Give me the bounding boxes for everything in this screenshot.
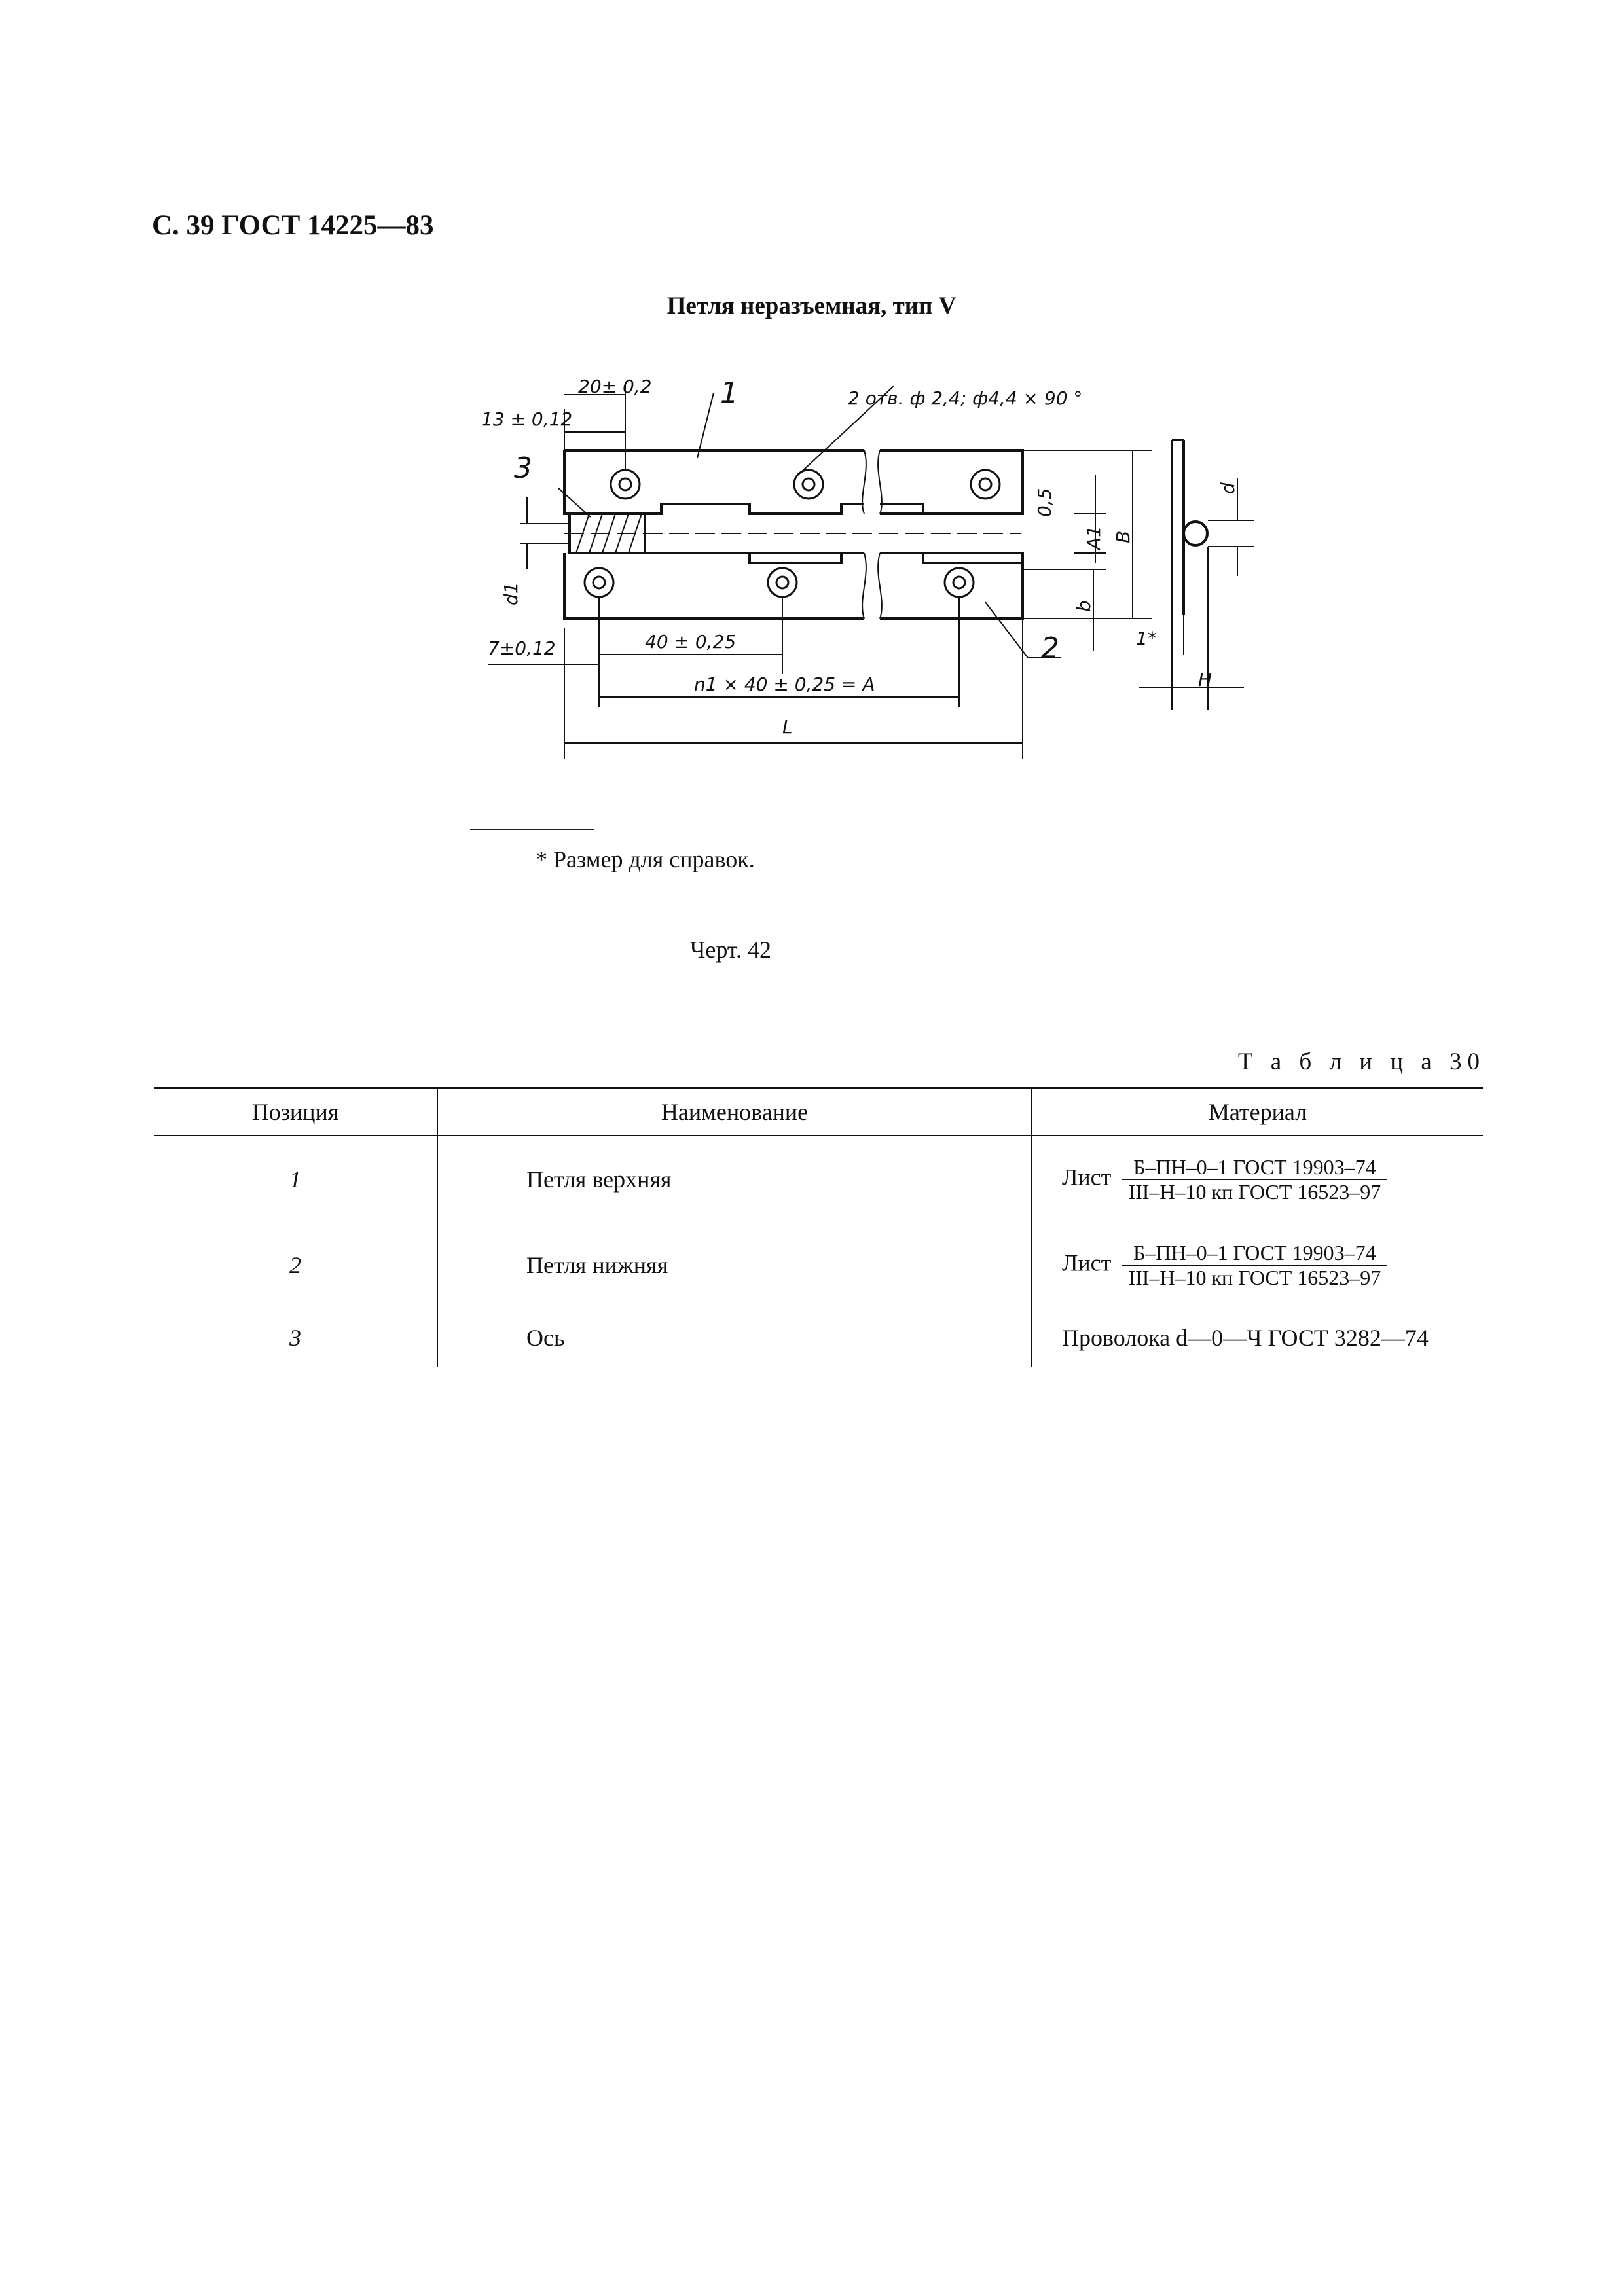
dimension-lines: [488, 383, 1152, 759]
axis-pin: [564, 514, 1021, 553]
table-header-row: [154, 1088, 1483, 1136]
hinge-drawing: [458, 353, 1283, 779]
label-dim-d1: d1: [500, 582, 522, 605]
drawing-title: Петля неразъемная, тип V: [666, 293, 957, 319]
hinge-outline: [564, 450, 1023, 619]
footnote: * Размер для справок.: [536, 846, 755, 872]
label-dim-n1: n1 × 40 ± 0,25 = A: [694, 673, 875, 695]
label-dim-05: 0,5: [1034, 488, 1055, 517]
side-view-dims: [1139, 478, 1254, 710]
dimension-labels: [481, 376, 1239, 738]
material-fraction: [1122, 1241, 1387, 1289]
label-pos-1: 1: [720, 376, 739, 410]
material-fraction: [1122, 1155, 1387, 1204]
table-label: Т а б л и ц а 30: [1237, 1049, 1486, 1075]
row-name: Петля верхняя: [437, 1136, 1032, 1223]
label-hole-note: 2 отв. ф 2,4; ф4,4 × 90 °: [848, 387, 1083, 409]
page-header: С. 39 ГОСТ 14225—83: [152, 210, 434, 241]
row-name: Ось: [437, 1308, 1032, 1367]
material-numerator: Б–ПН–0–1 ГОСТ 19903–74: [1122, 1155, 1387, 1180]
row-material: [1032, 1223, 1483, 1308]
table-row: [154, 1308, 1483, 1367]
material-denominator: III–Н–10 кп ГОСТ 16523–97: [1128, 1180, 1381, 1204]
material-denominator: III–Н–10 кп ГОСТ 16523–97: [1128, 1266, 1381, 1289]
material-prefix: Лист: [1062, 1164, 1112, 1191]
header-name: Наименование: [437, 1088, 1032, 1136]
label-dim-7: 7±0,12: [488, 637, 556, 659]
label-dim-d: d: [1217, 482, 1239, 494]
spec-table: [154, 1087, 1483, 1367]
header-material: Материал: [1032, 1088, 1483, 1136]
material-numerator: Б–ПН–0–1 ГОСТ 19903–74: [1122, 1241, 1387, 1266]
label-dim-20: 20± 0,2: [578, 376, 652, 397]
footnote-rule: [470, 829, 594, 830]
header-position: Позиция: [154, 1088, 437, 1136]
row-name: Петля нижняя: [437, 1223, 1032, 1308]
row-position: 2: [289, 1252, 301, 1278]
label-dim-1star: 1*: [1136, 628, 1157, 649]
row-position: 1: [289, 1166, 301, 1193]
label-pos-3: 3: [514, 452, 532, 485]
label-dim-40: 40 ± 0,25: [645, 631, 737, 653]
label-dim-L: L: [782, 716, 793, 738]
table-row: [154, 1223, 1483, 1308]
table-row: [154, 1136, 1483, 1223]
material-prefix: Лист: [1062, 1249, 1112, 1276]
label-dim-b: b: [1073, 600, 1095, 612]
label-dim-13: 13 ± 0,12: [481, 408, 573, 430]
row-material: Проволока d—0—Ч ГОСТ 3282—74: [1032, 1308, 1483, 1367]
label-dim-B: B: [1112, 530, 1134, 543]
side-view: [1172, 440, 1207, 615]
label-pos-2: 2: [1041, 632, 1059, 665]
label-dim-H: H: [1198, 669, 1213, 691]
label-dim-A1: A1: [1083, 526, 1104, 550]
figure-caption: Черт. 42: [690, 937, 771, 963]
row-position: 3: [289, 1325, 301, 1351]
row-material: [1032, 1136, 1483, 1223]
